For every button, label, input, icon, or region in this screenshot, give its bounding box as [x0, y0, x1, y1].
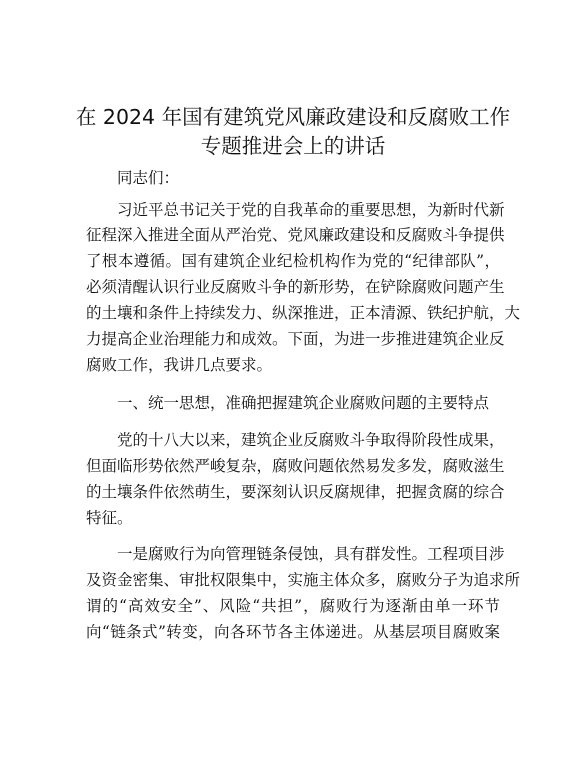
paragraph-3-line-3: 谓的“高效安全”、风险“共担”，腐败行为逐渐由单一环节: [86, 597, 500, 615]
document-title-line-2: 专题推进会上的讲话: [200, 134, 386, 158]
paragraph-1-line-5: 的土壤和条件上持续发力、纵深推进，正本清源、铁纪护航，大: [86, 304, 521, 322]
paragraph-2-line-1: 党的十八大以来，建筑企业反腐败斗争取得阶段性成果，: [117, 431, 505, 449]
section-heading: 一、统一思想，准确把握建筑企业腐败问题的主要特点: [117, 394, 490, 412]
paragraph-2-line-2: 但面临形势依然严峻复杂，腐败问题依然易发多发，腐败滋生: [86, 457, 505, 475]
paragraph-3-line-1: 一是腐败行为向管理链条侵蚀，具有群发性。工程项目涉: [117, 545, 505, 563]
paragraph-2-line-3: 的土壤条件依然萌生，要深刻认识反腐规律，把握贪腐的综合: [86, 483, 505, 501]
salutation: 同志们：: [117, 169, 180, 187]
paragraph-1-line-4: 必须清醒认识行业反腐败斗争的新形势，在铲除腐败问题产生: [86, 278, 505, 296]
paragraph-3-line-4: 向“链条式”转变，向各环节各主体递进。从基层项目腐败案: [86, 623, 500, 641]
document-title-line-1: 在 2024 年国有建筑党风廉政建设和反腐败工作: [75, 105, 511, 129]
paragraph-1-line-1: 习近平总书记关于党的自我革命的重要思想，为新时代新: [117, 201, 505, 219]
paragraph-3-line-2: 及资金密集、审批权限集中，实施主体众多，腐败分子为追求所: [86, 571, 521, 589]
paragraph-2-line-4: 特征。: [86, 509, 133, 527]
paragraph-1-line-3: 了根本遵循。国有建筑企业纪检机构作为党的“纪律部队”，: [86, 252, 500, 270]
paragraph-1-line-2: 征程深入推进全面从严治党、党风廉政建设和反腐败斗争提供: [86, 226, 505, 244]
paragraph-1-line-6: 力提高企业治理能力和成效。下面，为进一步推进建筑企业反: [86, 330, 505, 348]
paragraph-1-line-7: 腐败工作，我讲几点要求。: [86, 356, 273, 374]
